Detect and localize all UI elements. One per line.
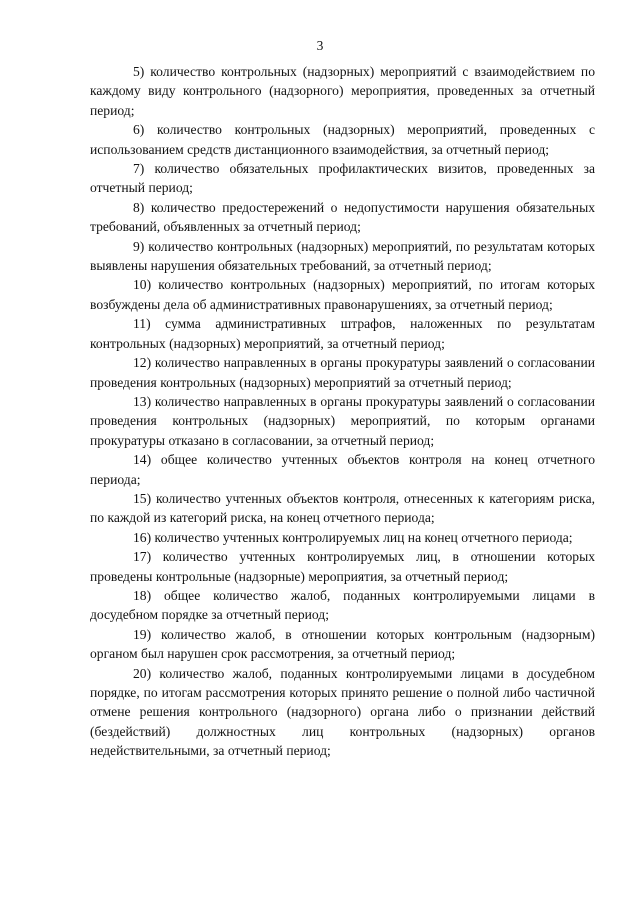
list-item-17: 17) количество учтенных контролируемых лиц, в отношении которых проведены контрольные (надзорные) мероприятия, за отчетный период; [90,549,595,584]
list-item-15: 15) количество учтенных объектов контроля, отнесенных к категориям риска, по каждой из категорий риска, на конец отчетного периода; [90,490,595,526]
list-item-16: 16) количество учтенных контролируемых лиц на конец отчетного периода; [133,529,573,545]
list-item-20: 20) количество жалоб, поданных контролируемыми лицами в досудебном порядке, по итогам рассмотрения которых принято решение о полной либо частичной отмене решения контрольного (надзорного) органа либо о признании действий (бездействий) должностных лиц контрольных (надзорных) органов недействительными, за отчетный период; [90,665,595,759]
list-item-19: 19) количество жалоб, в отношении которых контрольным (надзорным) органом был нарушен срок рассмотрения, за отчетный период; [90,626,595,662]
page-number: 3 [316,38,324,53]
list-item-10: 10) количество контрольных (надзорных) мероприятий, по итогам которых возбуждены дела об административных правонарушениях, за отчетный период; [90,277,595,312]
list-item-13: 13) количество направленных в органы прокуратуры заявлений о согласовании проведения контрольных (надзорных) мероприятий, по которым органами прокуратуры отказано в согласовании, за отчетный период; [90,393,595,448]
list-item-8: 8) количество предостережений о недопустимости нарушения обязательных требований, объявленных за отчетный период; [90,199,595,235]
list-item-5: 5) количество контрольных (надзорных) мероприятий с взаимодействием по каждому виду контрольного (надзорного) мероприятия, проведенных за отчетный период; [90,64,595,118]
list-item-7: 7) количество обязательных профилактических визитов, проведенных за отчетный период; [90,161,595,196]
document-body [90,62,595,761]
list-item-9: 9) количество контрольных (надзорных) мероприятий, по результатам которых выявлены нарушения обязательных требований, за отчетный период; [90,238,595,274]
list-item-14: 14) общее количество учтенных объектов контроля на конец отчетного периода; [90,452,595,487]
list-item-12: 12) количество направленных в органы прокуратуры заявлений о согласовании проведения контрольных (надзорных) мероприятий за отчетный период; [90,355,595,390]
list-item-11: 11) сумма административных штрафов, наложенных по результатам контрольных (надзорных) мероприятий, за отчетный период; [90,316,595,351]
list-item-6: 6) количество контрольных (надзорных) мероприятий, проведенных с использованием средств дистанционного взаимодействия, за отчетный период; [90,122,595,157]
list-item-18: 18) общее количество жалоб, поданных контролируемыми лицами в досудебном порядке за отчетный период; [90,587,595,623]
